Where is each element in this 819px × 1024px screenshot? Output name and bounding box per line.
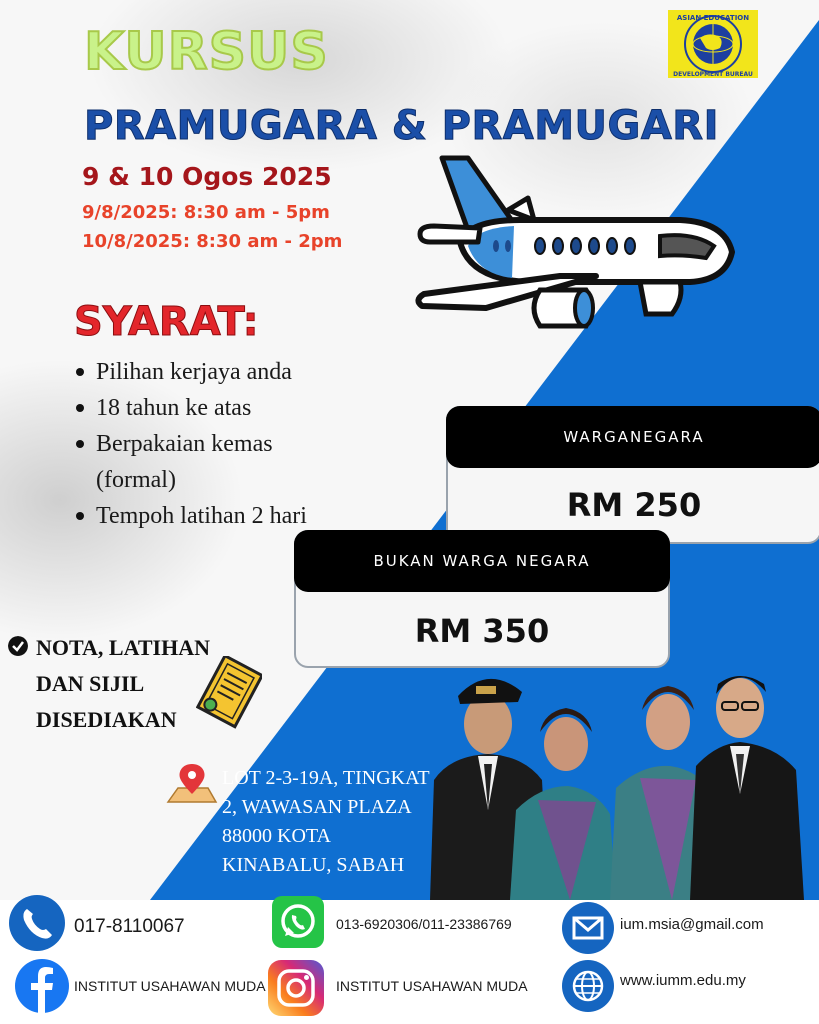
address-line: 2, WAWASAN PLAZA [222,796,412,818]
whatsapp-icon [272,896,324,948]
whatsapp-number[interactable]: 013-6920306/011-23386769 [336,916,512,932]
schedule-day1: 9/8/2025: 8:30 am - 5pm [82,202,330,223]
phone-number[interactable]: 017-8110067 [74,916,185,937]
requirement-item: Berpakaian kemas (formal) [74,426,324,498]
facebook-page[interactable]: INSTITUT USAHAWAN MUDA [74,978,266,994]
address-line: KINABALU, SABAH [222,854,405,876]
requirement-item: 18 tahun ke atas [74,390,324,426]
price-label-citizen: WARGANEGARA [446,406,819,468]
kursus-title: KURSUS [84,22,329,82]
requirements-heading: SYARAT: [74,299,259,345]
instagram-page[interactable]: INSTITUT USAHAWAN MUDA [336,978,528,994]
requirements-list [74,354,324,534]
requirement-item: Pilihan kerjaya anda [74,354,324,390]
price-card-citizen [446,406,819,544]
location-pin-icon [166,760,218,808]
instagram-icon [268,960,324,1016]
address [222,764,452,880]
check-icon [8,636,28,656]
airplane-icon [410,150,740,350]
globe-icon [562,960,614,1012]
logo-bottom-text: DEVELOPMENT BUREAU [673,71,753,78]
logo-top-text: ASIAN EDUCATION [676,14,750,22]
price-label-non-citizen: BUKAN WARGA NEGARA [294,530,670,592]
nota-line: DAN SIJIL [36,671,145,696]
facebook-icon [14,958,70,1014]
course-date: 9 & 10 Ogos 2025 [82,162,332,191]
contact-footer [0,900,819,1024]
course-title: PRAMUGARA & PRAMUGARI [84,103,719,149]
email-address[interactable]: ium.msia@gmail.com [620,916,764,933]
price-value-citizen: RM 250 [566,486,702,524]
address-line: LOT 2-3-19A, TINGKAT [222,767,430,789]
price-card-non-citizen [294,530,670,668]
price-value-non-citizen: RM 350 [414,612,550,650]
address-line: 88000 KOTA [222,825,331,847]
asian-education-logo [668,10,758,78]
requirement-item: Tempoh latihan 2 hari [74,498,324,534]
website-url[interactable]: www.iumm.edu.my [620,972,746,989]
nota-line: DISEDIAKAN [36,707,177,732]
schedule-day2: 10/8/2025: 8:30 am - 2pm [82,231,343,252]
cabin-crew-photo [420,660,819,900]
phone-icon [8,894,66,952]
certificate-icon [196,656,262,730]
mail-icon [562,902,614,954]
nota-line: NOTA, LATIHAN [36,635,210,660]
